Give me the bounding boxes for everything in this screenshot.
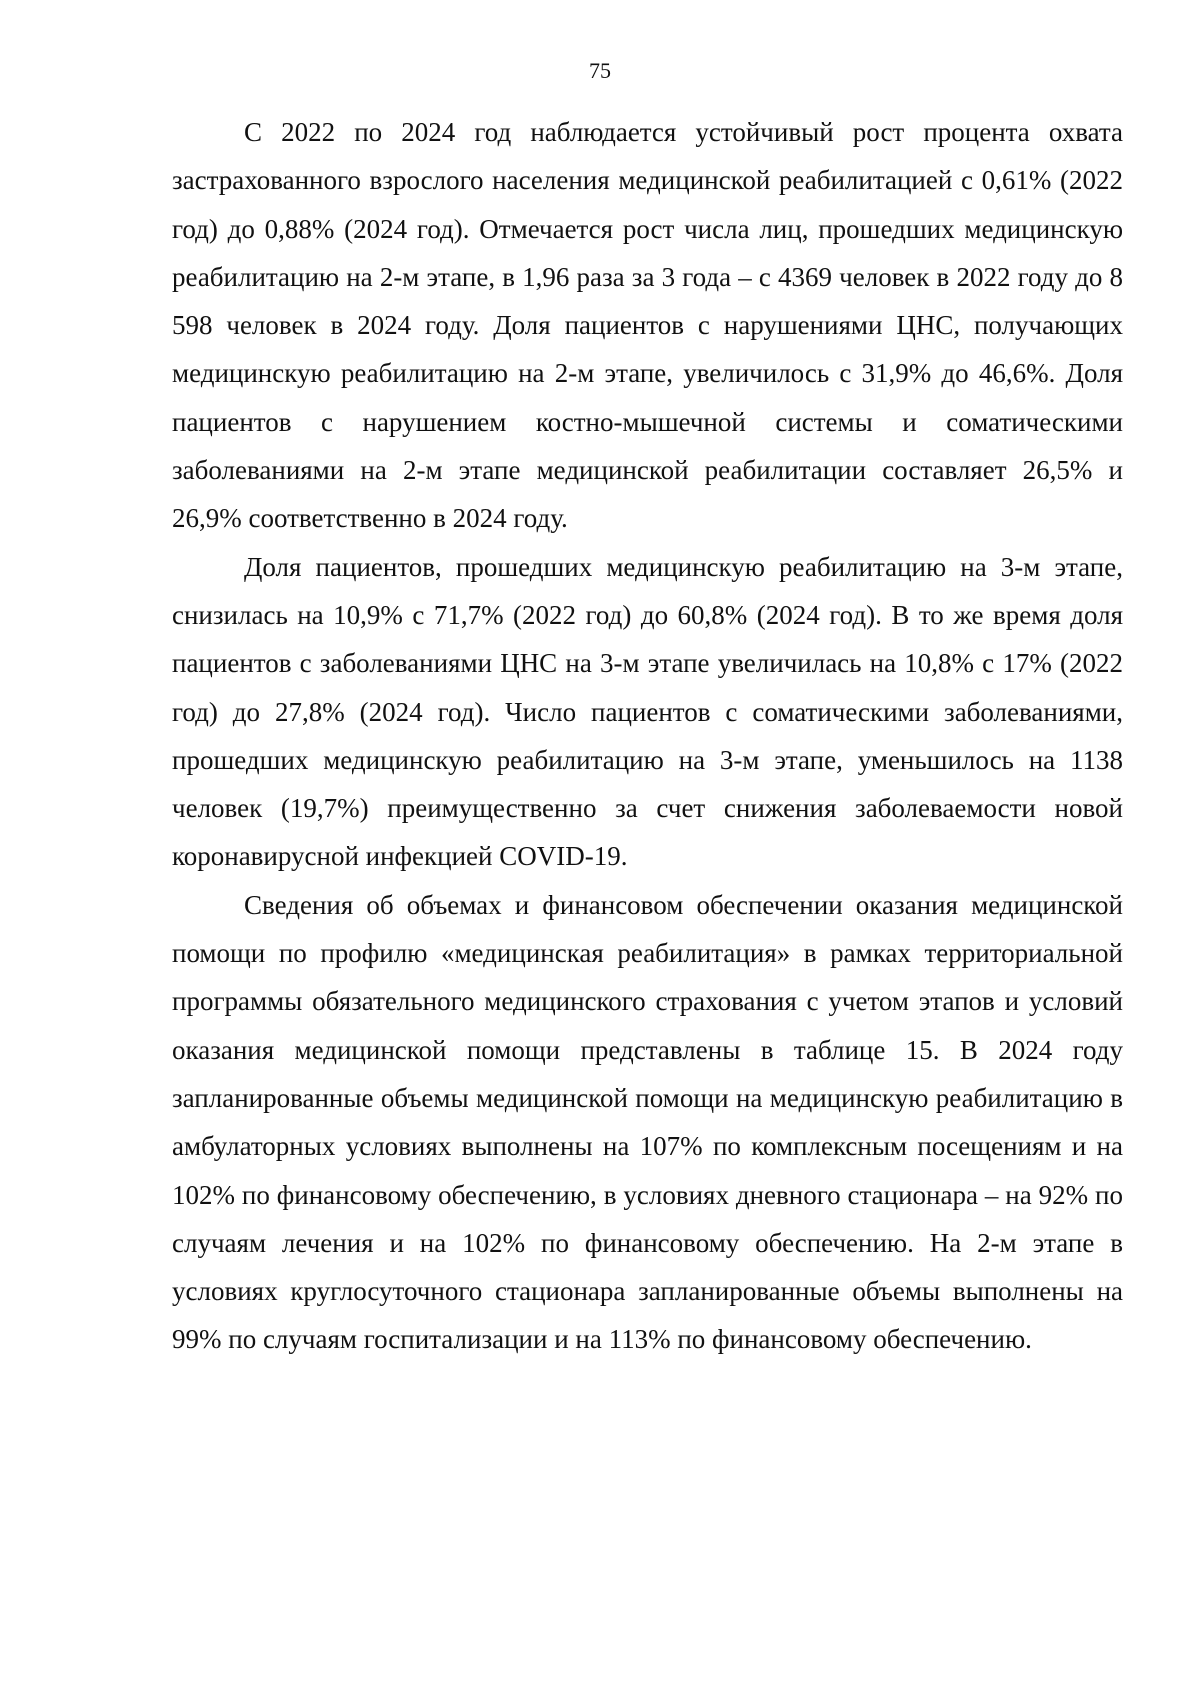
paragraph-volumes-financing: Сведения об объемах и финансовом обеспечении оказания медицинской помощи по профилю «медицинская реабилитация» в рамках территориальной программы обязательного медицинского страхования с учетом этапов и условий оказания медицинской помощи представлены в таблице 15. В 2024 году запланированные объемы медицинской помощи на медицинскую реабилитацию в амбулаторных условиях выполнены на 107% по комплексным посещениям и на 102% по финансовому обеспечению, в условиях дневного стационара – на 92% по случаям лечения и на 102% по финансовому обеспечению. На 2-м этапе в условиях круглосуточного стационара запланированные объемы выполнены на 99% по случаям госпитализации и на 113% по финансовому обеспечению. — [172, 889, 1123, 1355]
paragraph-stage-three: Доля пациентов, прошедших медицинскую реабилитацию на 3-м этапе, снизилась на 10,9% с 71,7% (2022 год) до 60,8% (2024 год). В то же время доля пациентов с заболеваниями ЦНС на 3-м этапе увеличилась на 10,8% с 17% (2022 год) до 27,8% (2024 год). Число пациентов с соматическими заболеваниями, прошедших медицинскую реабилитацию на 3-м этапе, уменьшилось на 1138 человек (19,7%) преимущественно за счет снижения заболеваемости новой коронавирусной инфекцией COVID-19. — [172, 551, 1123, 872]
page-number: 75 — [589, 58, 611, 83]
document-body — [172, 108, 1123, 1364]
paragraph-coverage-growth: С 2022 по 2024 год наблюдается устойчивый рост процента охвата застрахованного взрослого населения медицинской реабилитацией с 0,61% (2022 год) до 0,88% (2024 год). Отмечается рост числа лиц, прошедших медицинскую реабилитацию на 2-м этапе, в 1,96 раза за 3 года – с 4369 человек в 2022 году до 8 598 человек в 2024 году. Доля пациентов с нарушениями ЦНС, получающих медицинскую реабилитацию на 2-м этапе, увеличилось с 31,9% до 46,6%. Доля пациентов с нарушением костно-мышечной системы и соматическими заболеваниями на 2-м этапе медицинской реабилитации составляет 26,5% и 26,9% соответственно в 2024 году. — [172, 117, 1123, 534]
